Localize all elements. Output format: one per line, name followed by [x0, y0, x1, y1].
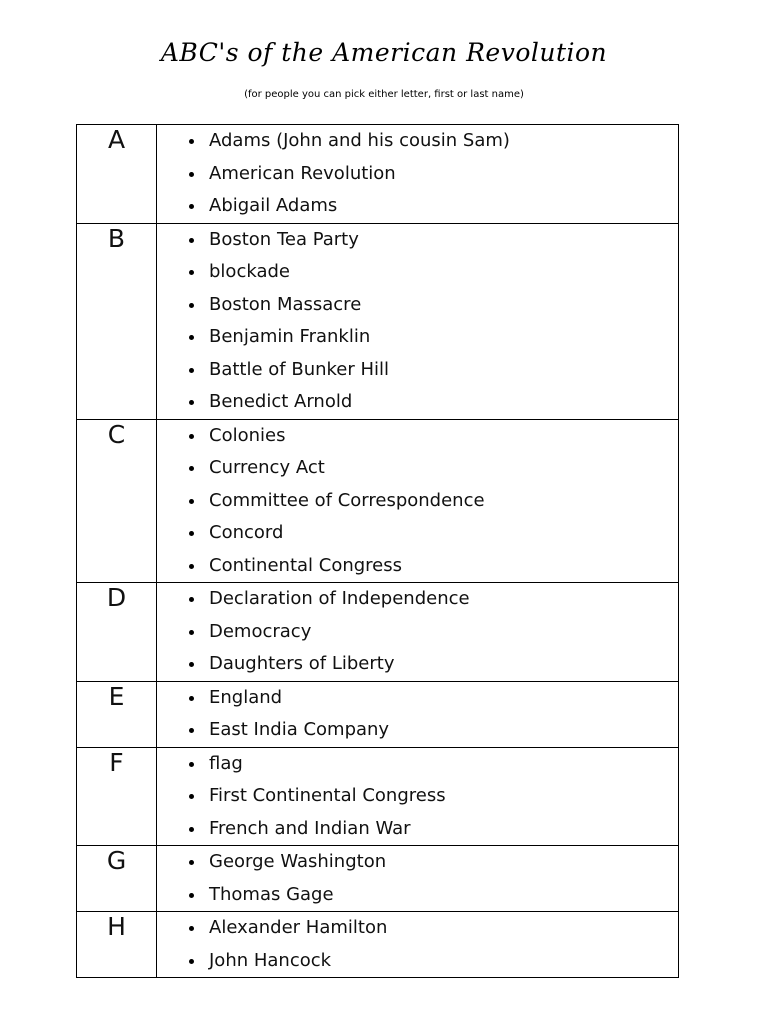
items-cell — [157, 583, 679, 682]
list-item: Boston Tea Party — [187, 224, 678, 257]
list-item: Benjamin Franklin — [187, 321, 678, 354]
list-item: Continental Congress — [187, 550, 678, 583]
item-list — [157, 420, 678, 583]
letter-cell: B — [77, 223, 157, 419]
table-row-h — [77, 912, 679, 978]
table-row-d — [77, 583, 679, 682]
item-list — [157, 125, 678, 223]
list-item: Committee of Correspondence — [187, 485, 678, 518]
items-cell — [157, 681, 679, 747]
letter-cell: C — [77, 419, 157, 583]
item-list — [157, 682, 678, 747]
list-item: Alexander Hamilton — [187, 912, 678, 945]
list-item: George Washington — [187, 846, 678, 879]
letter-cell: F — [77, 747, 157, 846]
items-cell — [157, 912, 679, 978]
page-title: ABC's of the American Revolution — [160, 38, 608, 67]
list-item: Declaration of Independence — [187, 583, 678, 616]
items-cell — [157, 846, 679, 912]
letter-cell: H — [77, 912, 157, 978]
page-subtitle: (for people you can pick either letter, first or last name) — [244, 89, 524, 100]
table-row-g — [77, 846, 679, 912]
list-item: Benedict Arnold — [187, 386, 678, 419]
item-list — [157, 583, 678, 681]
list-item: First Continental Congress — [187, 780, 678, 813]
list-item: Colonies — [187, 420, 678, 453]
table-row-a — [77, 125, 679, 224]
items-cell — [157, 419, 679, 583]
items-cell — [157, 223, 679, 419]
list-item: Thomas Gage — [187, 879, 678, 912]
abc-table — [76, 124, 679, 978]
list-item: Democracy — [187, 616, 678, 649]
items-cell — [157, 747, 679, 846]
list-item: Daughters of Liberty — [187, 648, 678, 681]
letter-cell: E — [77, 681, 157, 747]
letter-cell: D — [77, 583, 157, 682]
item-list — [157, 912, 678, 977]
list-item: flag — [187, 748, 678, 781]
list-item: Battle of Bunker Hill — [187, 354, 678, 387]
list-item: East India Company — [187, 714, 678, 747]
letter-cell: A — [77, 125, 157, 224]
item-list — [157, 224, 678, 419]
list-item: Boston Massacre — [187, 289, 678, 322]
table-row-e — [77, 681, 679, 747]
table-row-b — [77, 223, 679, 419]
list-item: John Hancock — [187, 945, 678, 978]
list-item: American Revolution — [187, 158, 678, 191]
list-item: England — [187, 682, 678, 715]
list-item: Concord — [187, 517, 678, 550]
letter-cell: G — [77, 846, 157, 912]
list-item: Abigail Adams — [187, 190, 678, 223]
table-row-f — [77, 747, 679, 846]
items-cell — [157, 125, 679, 224]
item-list — [157, 846, 678, 911]
table-row-c — [77, 419, 679, 583]
item-list — [157, 748, 678, 846]
list-item: French and Indian War — [187, 813, 678, 846]
list-item: blockade — [187, 256, 678, 289]
list-item: Adams (John and his cousin Sam) — [187, 125, 678, 158]
list-item: Currency Act — [187, 452, 678, 485]
